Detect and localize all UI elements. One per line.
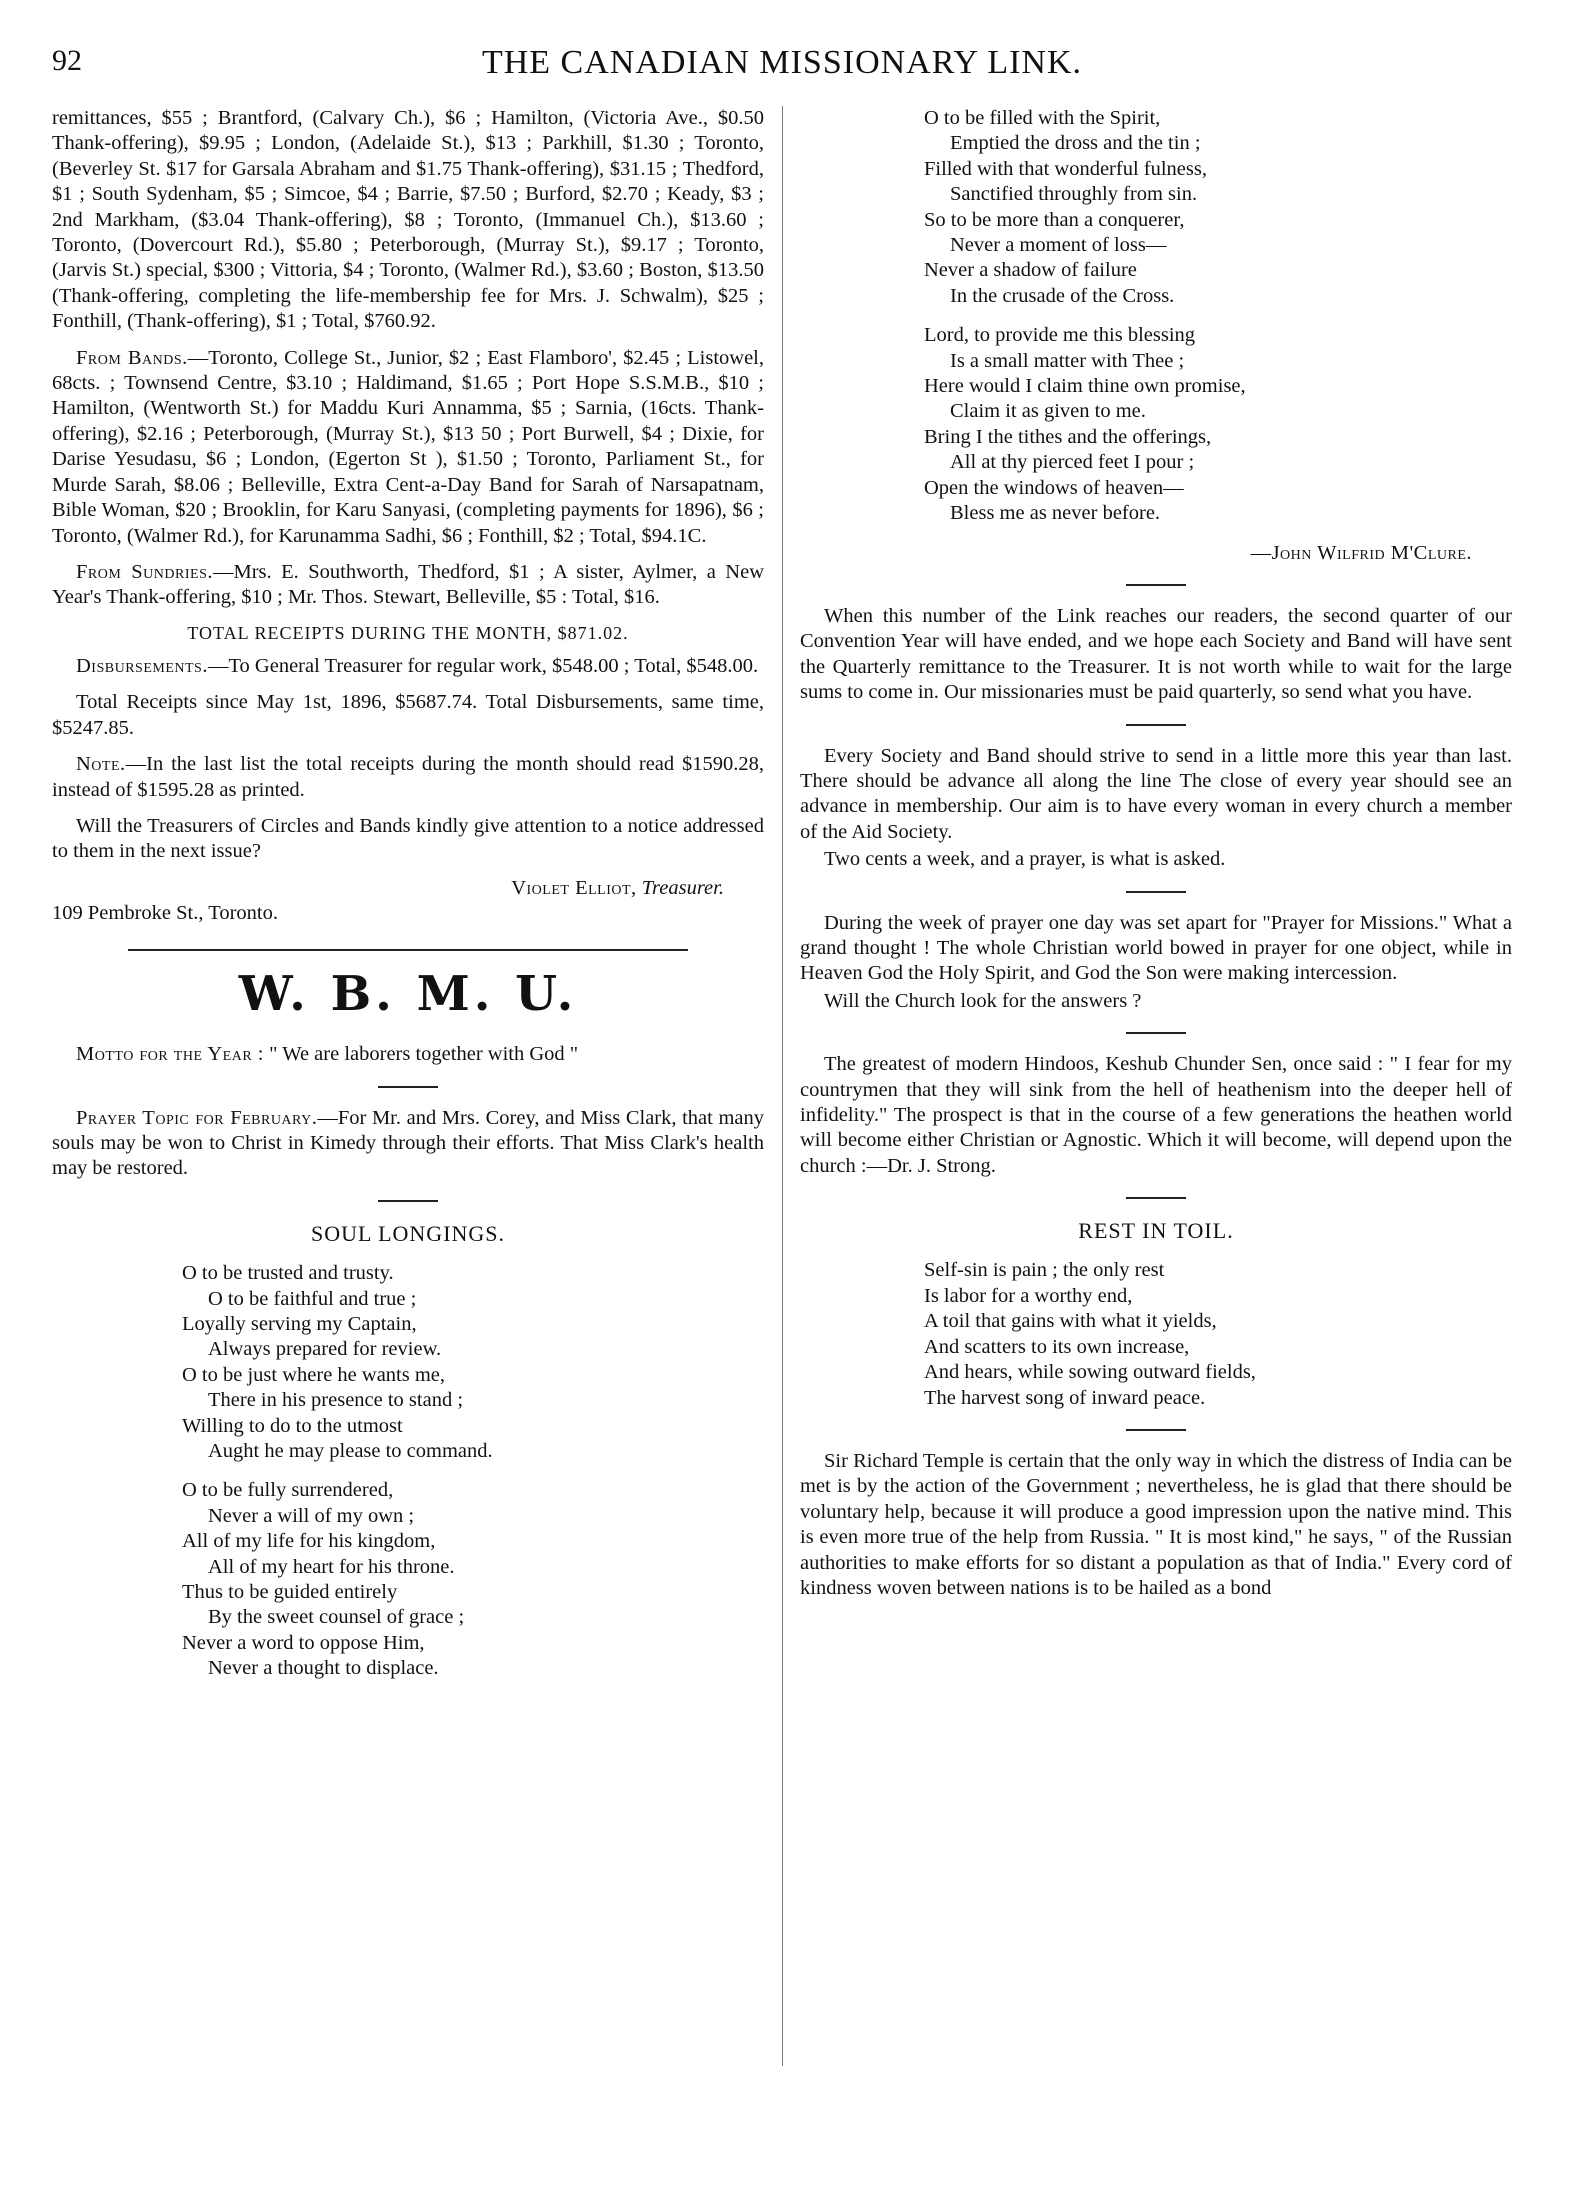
hindoos-paragraph: The greatest of modern Hindoos, Keshub Chunder Sen, once said : " I fear for my countrymen that they will sink from the hell of heathenism into the deeper hell of infidelity." The prospect is that in the course of a few generations the heathen world will become either Christian or Agnostic. Which it will become, will depend upon the church :—Dr. J. Strong.: [800, 1053, 1512, 1177]
poem-line: And scatters to its own increase,: [924, 1335, 1190, 1358]
poem-line: O to be fully surrendered,: [182, 1479, 394, 1502]
church-answers-paragraph: Will the Church look for the answers ?: [824, 989, 1142, 1012]
poem-line: O to be filled with the Spirit,: [924, 107, 1161, 129]
poem-line: O to be faithful and true ;: [208, 1287, 417, 1310]
prayer-topic-paragraph: [52, 1106, 764, 1182]
poem-stanza: [924, 106, 1512, 309]
poem-line: Lord, to provide me this blessing: [924, 324, 1196, 347]
short-rule: [1126, 724, 1186, 726]
section-divider: [128, 949, 688, 951]
poem-line: All at thy pierced feet I pour ;: [950, 451, 1195, 474]
remittances-paragraph: remittances, $55 ; Brantford, (Calvary Ch.), $6 ; Hamilton, (Victoria Ave., $0.50 Thank-offering), $9.95 ; London, (Adelaide St.), $13 ; Parkhill, $1.30 ; Toronto, (Beverley St. $17 for Garsala Abraham and $1.75 Thank-offering), $31.15 ; Thedford, $1 ; South Sydenham, $5 ; Simcoe, $4 ; Barrie, $7.50 ; Burford, $2.70 ; Keady, $3 ; 2nd Markham, ($3.04 Thank-offering), $8 ; Toronto, (Immanuel Ch.), $13.60 ; Toronto, (Dovercourt Rd.), $5.80 ; Peterborough, (Murray St.), $9.17 ; Toronto, (Jarvis St.) special, $300 ; Vittoria, $4 ; Toronto, (Walmer Rd.), $3.60 ; Boston, $13.50 (Thank-offering, completing the life-membership fee for Mrs. J. Schwalm), $25 ; Fonthill, (Thank-offering), $1 ; Total, $760.92.: [52, 107, 764, 333]
sundries-label: From Sundries.: [76, 560, 213, 583]
short-rule: [1126, 584, 1186, 586]
link-paragraph: When this number of the Link reaches our readers, the second quarter of our Convention Year will have ended, and we hope each Society and Band will have sent the Quarterly remittance to the Treasurer. It is not worth while to wait for the large sums to come in. Our missionaries must be paid quarterly, so send what you have.: [800, 604, 1512, 704]
note-text: —In the last list the total receipts during the month should read $1590.28, instead of $1595.28 as printed.: [52, 753, 764, 801]
poem-line: O to be just where he wants me,: [182, 1363, 446, 1386]
poem-line: O to be trusted and trusty.: [182, 1262, 394, 1285]
poem-title-soul-longings: SOUL LONGINGS.: [310, 1220, 506, 1246]
bands-text: —Toronto, College St., Junior, $2 ; East Flamboro', $2.45 ; Listowel, 68cts. ; Townsend Centre, $3.10 ; Haldimand, $1.65 ; Port Hope S.S.M.B., $10 ; Hamilton, (Wentworth St.) for Maddu Kuri Annamma, $5 ; Sarnia, (16cts. Thank-offering), $2.16 ; Peterborough, (Murray St.), $13 50 ; Port Burwell, $4 ; Dixie, for Darise Yesudasu, $6 ; London, (Egerton St ), $1.50 ; Toronto, Parliament St., for Murde Sarah, $8.06 ; Belleville, Extra Cent-a-Day Band for Sarah of Narsapatnam, Bible Woman, $20 ; Brooklin, for Karu Sanyasi, (completing payments for 1896), $6 ; Toronto, (Walmer Rd.), for Karunamma Sadhi, $6 ; Fonthill, $2 ; Total, $94.1C.: [52, 346, 764, 547]
poem-line: And hears, while sowing outward fields,: [924, 1361, 1256, 1384]
note-label: Note.: [76, 753, 126, 776]
disbursements-text: —To General Treasurer for regular work, $548.00 ; Total, $548.00.: [207, 655, 759, 678]
poem-line: In the crusade of the Cross.: [950, 284, 1175, 307]
sundries-text: —Mrs. E. Southworth, Thedford, $1 ; A sister, Aylmer, a New Year's Thank-offering, $10 ; Mr. Thos. Stewart, Belleville, $5 : Total, $16.: [52, 560, 764, 609]
poem-line: Willing to do to the utmost: [182, 1414, 403, 1437]
disbursements-paragraph: [52, 654, 764, 679]
total-since-paragraph: Total Receipts since May 1st, 1896, $5687.74. Total Disbursements, same time, $5247.85.: [52, 691, 764, 739]
poem-line: Emptied the dross and the tin ;: [950, 132, 1201, 155]
poem-line: Bring I the tithes and the offerings,: [924, 425, 1212, 448]
total-receipts: TOTAL RECEIPTS DURING THE MONTH, $871.02.: [187, 622, 629, 643]
poem-line: By the sweet counsel of grace ;: [208, 1606, 465, 1629]
poem-line: Bless me as never before.: [950, 502, 1161, 525]
poem-line: Self-sin is pain ; the only rest: [924, 1259, 1165, 1282]
poem-line: Thus to be guided entirely: [182, 1580, 398, 1603]
signature-title: Treasurer.: [641, 876, 724, 899]
poem-line: So to be more than a conquerer,: [924, 208, 1185, 231]
short-rule: [378, 1086, 438, 1088]
rest-in-toil-poem: [924, 1258, 1512, 1410]
poem-line: There in his presence to stand ;: [208, 1389, 464, 1412]
poem-line: Loyally serving my Captain,: [182, 1312, 417, 1335]
treasurer-signature: [52, 876, 764, 901]
poem-stanza: [182, 1478, 764, 1681]
short-rule: [1126, 1429, 1186, 1431]
short-rule: [1126, 1032, 1186, 1034]
poem-line: Never a moment of loss—: [950, 234, 1167, 257]
two-cents-paragraph: Two cents a week, and a prayer, is what is asked.: [824, 848, 1226, 871]
short-rule: [1126, 1197, 1186, 1199]
short-rule: [378, 1200, 438, 1202]
poem-line: Never a shadow of failure: [924, 259, 1137, 282]
bands-paragraph: [52, 346, 764, 549]
prayer-label: Prayer Topic for February.: [76, 1106, 318, 1129]
poem-line: Always prepared for review.: [208, 1338, 442, 1361]
poem-line: Never a will of my own ;: [208, 1504, 415, 1527]
poem-line: All of my life for his kingdom,: [182, 1530, 436, 1553]
poem-line: Aught he may please to command.: [208, 1439, 493, 1462]
poem-stanza: [924, 323, 1512, 526]
poem-author: —John Wilfrid M'Clure.: [1250, 541, 1472, 564]
signature-name: Violet Elliot,: [511, 876, 637, 899]
motto-label: Motto for the Year :: [76, 1043, 264, 1066]
bands-label: From Bands.: [76, 346, 188, 369]
journal-title: THE CANADIAN MISSIONARY LINK.: [481, 44, 1083, 81]
poem-line: Filled with that wonderful fulness,: [924, 157, 1207, 180]
poem-line: Is a small matter with Thee ;: [950, 349, 1185, 372]
poem-line: Claim it as given to me.: [950, 400, 1146, 423]
poem-line: Is labor for a worthy end,: [924, 1284, 1133, 1307]
right-column: [800, 106, 1512, 1612]
page-header: [52, 44, 1512, 94]
motto-paragraph: [52, 1042, 764, 1067]
poem-line: Open the windows of heaven—: [924, 476, 1184, 499]
left-column: [52, 106, 764, 1696]
motto-text: " We are laborers together with God ": [269, 1043, 579, 1066]
column-divider: [782, 106, 783, 2066]
treasurers-notice: Will the Treasurers of Circles and Bands kindly give attention to a notice addressed to them in the next issue?: [52, 815, 764, 863]
treasurer-address: 109 Pembroke St., Toronto.: [52, 902, 278, 925]
page-number: 92: [52, 44, 82, 77]
poem-line: Never a word to oppose Him,: [182, 1631, 425, 1654]
poem-line: A toil that gains with what it yields,: [924, 1310, 1217, 1333]
disbursements-label: Disbursements.: [76, 655, 208, 678]
short-rule: [1126, 891, 1186, 893]
poem-title-rest-in-toil: REST IN TOIL.: [1078, 1218, 1234, 1244]
society-paragraph: Every Society and Band should strive to send in a little more this year than last. There should be advance all along the line The close of every year should see an advance in membership. Our aim is to have every woman in every church a member of the Aid Society.: [800, 744, 1512, 843]
poem-stanza: [182, 1261, 764, 1464]
note-paragraph: [52, 752, 764, 803]
temple-paragraph: Sir Richard Temple is certain that the only way in which the distress of India can be met is by the action of the Government ; nevertheless, he is glad that there should be voluntary help, because it will produce a good impression upon the native mind. This is even more true of the help from Russia. " It is most kind," he says, " of the Russian authorities to make efforts for so distant a population as that of India." Every cord of kindness woven between nations is to be hailed as a bond: [800, 1449, 1512, 1599]
poem-line: Here would I claim thine own promise,: [924, 375, 1246, 398]
prayer-text: —For Mr. and Mrs. Corey, and Miss Clark, that many souls may be won to Christ in Kimedy through their efforts. That Miss Clark's health may be restored.: [52, 1106, 765, 1180]
poem-line: All of my heart for his throne.: [208, 1555, 455, 1578]
wbmu-heading: W. B. M. U.: [238, 965, 578, 1022]
poem-line: Never a thought to displace.: [208, 1657, 439, 1680]
poem-line: Sanctified throughly from sin.: [950, 183, 1198, 206]
prayer-week-paragraph: During the week of prayer one day was set apart for "Prayer for Missions." What a grand thought ! The whole Christian world bowed in prayer for one object, while in Heaven God the Holy Spirit, and God the Son were making intercession.: [800, 911, 1512, 985]
sundries-paragraph: [52, 560, 764, 611]
poem-line: The harvest song of inward peace.: [924, 1386, 1206, 1409]
